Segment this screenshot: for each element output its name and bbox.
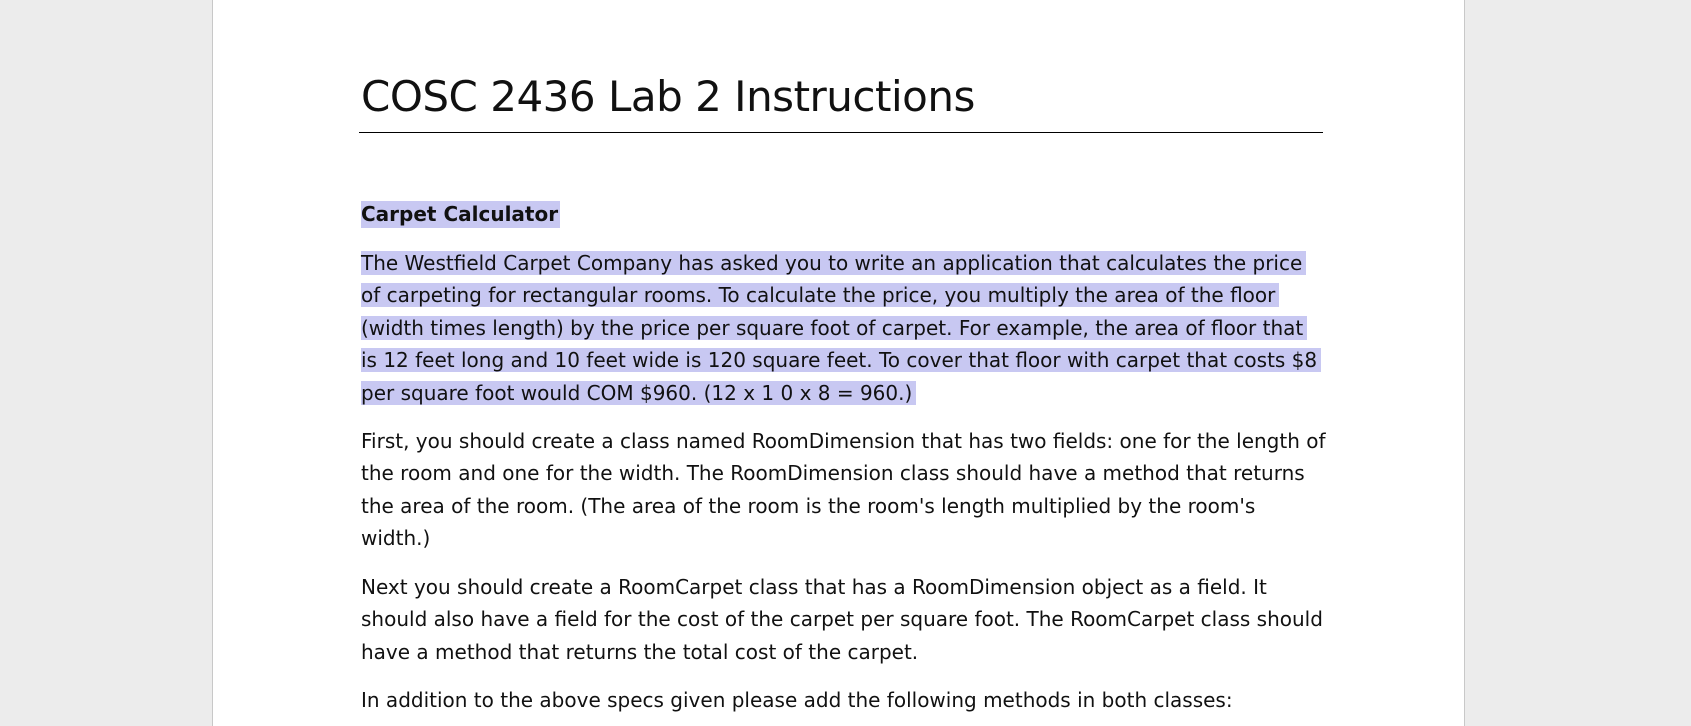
paragraph-line: is 12 feet long and 10 feet wide is 120 square feet. To cover that floor with carpet that costs $8 bbox=[361, 348, 1321, 372]
paragraph-line: the room and one for the width. The RoomDimension class should have a method that returns bbox=[361, 461, 1305, 486]
paragraph-room-dimension bbox=[361, 425, 1326, 555]
document-title: COSC 2436 Lab 2 Instructions bbox=[361, 72, 975, 121]
paragraph-line: Next you should create a RoomCarpet class that has a RoomDimension object as a field. It bbox=[361, 575, 1267, 599]
section-heading: Carpet Calculator bbox=[361, 202, 559, 226]
paragraph-room-carpet bbox=[361, 571, 1323, 668]
paragraph-line: should also have a field for the cost of the carpet per square foot. The RoomCarpet class should bbox=[361, 607, 1323, 632]
paragraph-intro bbox=[361, 247, 1321, 409]
paragraph-line: of carpeting for rectangular rooms. To calculate the price, you multiply the area of the floor bbox=[361, 283, 1279, 307]
paragraph-line: per square foot would COM $960. (12 x 1 0 x 8 = 960.) bbox=[361, 381, 916, 405]
paragraph-line: have a method that returns the total cost of the carpet. bbox=[361, 639, 919, 664]
paragraph-line: First, you should create a class named RoomDimension that has two fields: one for the length of bbox=[361, 429, 1326, 453]
paragraph-line: width.) bbox=[361, 526, 431, 551]
title-underline bbox=[359, 132, 1323, 133]
paragraph-line: (width times length) by the price per square foot of carpet. For example, the area of floor that bbox=[361, 316, 1307, 340]
document-page[interactable] bbox=[212, 0, 1465, 726]
paragraph-line: the area of the room. (The area of the room is the room's length multiplied by the room's bbox=[361, 493, 1256, 518]
paragraph-line: In addition to the above specs given please add the following methods in both classes: bbox=[361, 688, 1233, 712]
paragraph-additional-methods bbox=[361, 684, 1233, 716]
paragraph-line: The Westfield Carpet Company has asked you to write an application that calculates the price bbox=[361, 251, 1306, 275]
